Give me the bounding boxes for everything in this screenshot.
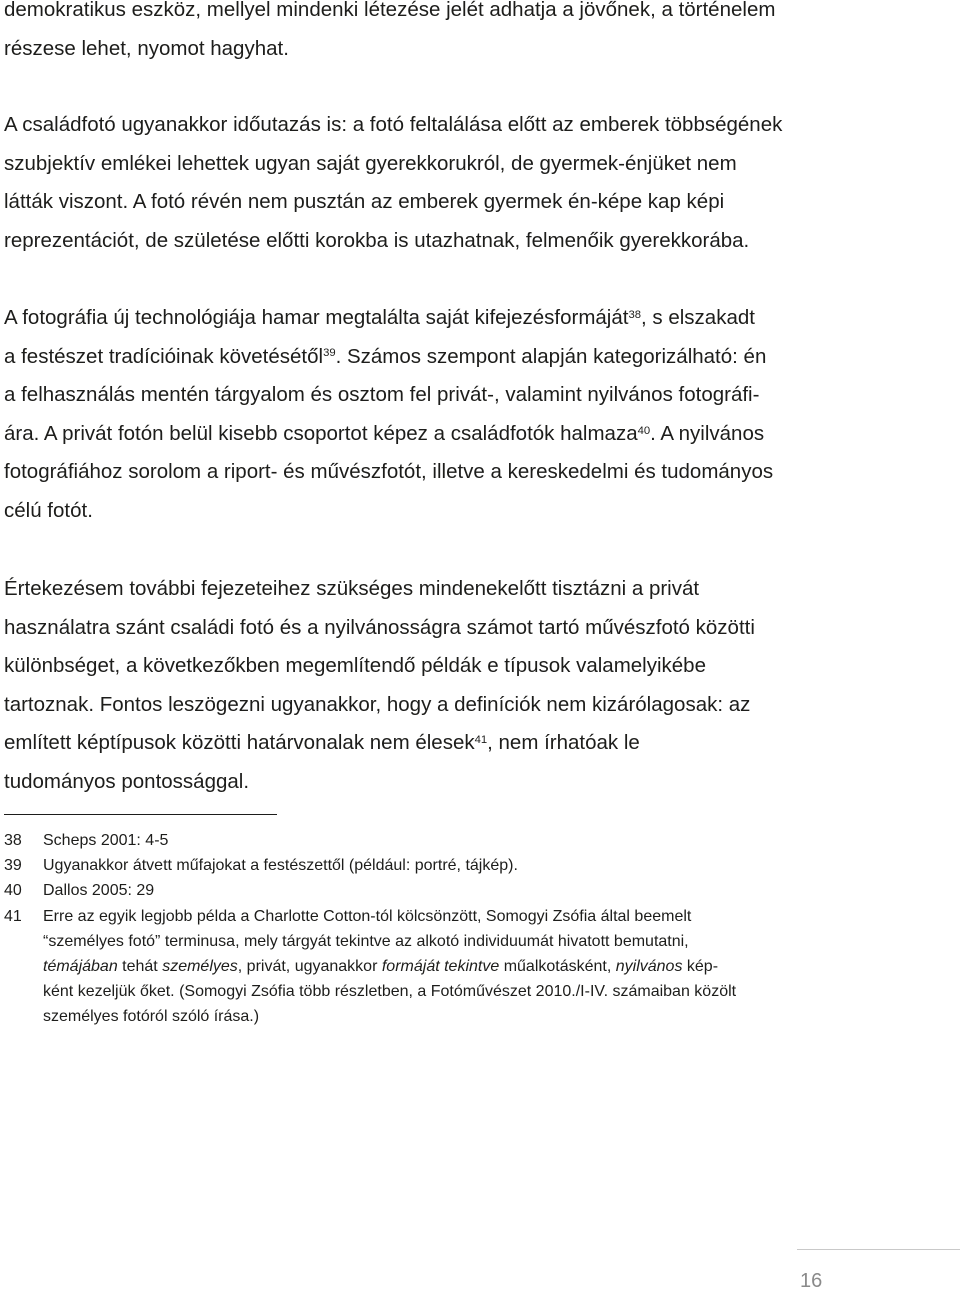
- footnote-text: Scheps 2001: 4-5: [43, 832, 169, 849]
- footnote-40: [4, 878, 904, 903]
- footnote-ref-39[interactable]: 39: [323, 347, 336, 360]
- italic-run: formáját tekintve: [381, 958, 500, 976]
- text-line: részese lehet, nyomot hagyhat.: [4, 36, 289, 60]
- footnote-39: [4, 853, 904, 878]
- text-line: fotográfiához sorolom a riport- és művészfotót, illetve a kereskedelmi és tudományos: [4, 460, 774, 484]
- text-run: ára. A privát fotón belül kisebb csoportot képez a családfotók halmaza: [4, 421, 638, 445]
- text-line: “személyes fotó” terminusa, mely tárgyát tekintve az alkotó individuumát hivatott bemutatni,: [43, 932, 689, 950]
- footnote-number: 40: [4, 882, 22, 900]
- text-line: reprezentációt, de születése előtti korokba is utazhatnak, felmenőik gyerekkorába.: [4, 228, 750, 252]
- paragraph-4: [4, 570, 904, 802]
- text-line: Erre az egyik legjobb példa a Charlotte Cotton-tól kölcsönzött, Somogyi Zsófia által beemelt: [43, 907, 692, 925]
- footnote-38: [4, 828, 904, 853]
- text-run: , s elszakadt: [641, 306, 755, 329]
- text-line: személyes fotóról szóló írása.): [43, 1008, 260, 1026]
- page-number-divider: [797, 1249, 960, 1250]
- text-line: használatra szánt családi fotó és a nyilvánosságra számot tartó művészfotó közötti: [4, 615, 755, 639]
- footnote-text: [43, 904, 904, 1030]
- text-line: A családfotó ugyanakkor időutazás is: a fotó feltalálása előtt az emberek többségének: [4, 113, 783, 136]
- text-run: említett képtípusok közötti határvonalak nem élesek: [4, 731, 475, 755]
- text-run: , privát, ugyanakkor: [237, 958, 382, 976]
- text-line: Értekezésem további fejezeteihez szükséges mindenekelőtt tisztázni a privát: [4, 577, 700, 600]
- text-run: műalkotásként,: [499, 958, 616, 976]
- text-line: [4, 415, 904, 454]
- text-line: látták viszont. A fotó révén nem pusztán az emberek gyermek én-képe kap képi: [4, 190, 725, 214]
- text-run: a festészet tradícióinak követésétől: [4, 344, 324, 368]
- paragraph-1: [4, 0, 904, 68]
- text-line: tartoznak. Fontos leszögezni ugyanakkor, hogy a definíciók nem kizárólagosak: az: [4, 692, 751, 716]
- text-line: a felhasználás mentén tárgyalom és osztom fel privát-, valamint nyilvános fotográfi-: [4, 383, 760, 407]
- italic-run: témájában: [43, 958, 118, 976]
- footnote-number: 41: [4, 907, 22, 925]
- paragraph-2: [4, 106, 904, 260]
- footnotes: [4, 828, 904, 1030]
- footnote-ref-38[interactable]: 38: [628, 308, 641, 321]
- text-line: [43, 954, 904, 979]
- footnote-number: 38: [4, 832, 22, 849]
- text-line: különbséget, a következőkben megemlítendő példák e típusok valamelyikébe: [4, 654, 706, 678]
- text-line: [4, 338, 904, 377]
- footnote-ref-40[interactable]: 40: [637, 424, 651, 437]
- text-run: tehát: [117, 958, 163, 976]
- footnote-ref-41[interactable]: 41: [474, 734, 488, 747]
- text-line: ként kezeljük őket. (Somogyi Zsófia több részletben, a Fotóművészet 2010./I-IV. számaiban közölt: [43, 983, 737, 1001]
- text-run: , nem írhatóak le: [487, 731, 640, 755]
- footnote-41: [4, 904, 904, 1030]
- italic-run: személyes: [162, 958, 238, 976]
- italic-run: nyilvános: [615, 958, 683, 976]
- paragraph-3: [4, 299, 904, 531]
- text-line: demokratikus eszköz, mellyel mindenki létezése jelét adhatja a jövőnek, a történelem: [4, 0, 776, 21]
- text-line: [4, 724, 904, 763]
- footnote-number: 39: [4, 857, 22, 875]
- text-line: tudományos pontossággal.: [4, 769, 250, 793]
- footnote-text: Dallos 2005: 29: [43, 882, 155, 900]
- text-line: [4, 299, 904, 338]
- text-run: kép-: [682, 958, 719, 976]
- text-line: célú fotót.: [4, 498, 93, 522]
- text-run: . A nyilvános: [650, 421, 765, 445]
- footnote-text: Ugyanakkor átvett műfajokat a festészettől (például: portré, tájkép).: [43, 857, 518, 875]
- text-run: . Számos szempont alapján kategorizálható: én: [335, 344, 767, 368]
- text-line: szubjektív emlékei lehettek ugyan saját gyerekkorukról, de gyermek-énjüket nem: [4, 151, 737, 175]
- text-run: A fotográfia új technológiája hamar megtalálta saját kifejezésformáját: [4, 306, 629, 329]
- footnote-divider: [4, 814, 277, 815]
- page-number: 16: [800, 1270, 823, 1292]
